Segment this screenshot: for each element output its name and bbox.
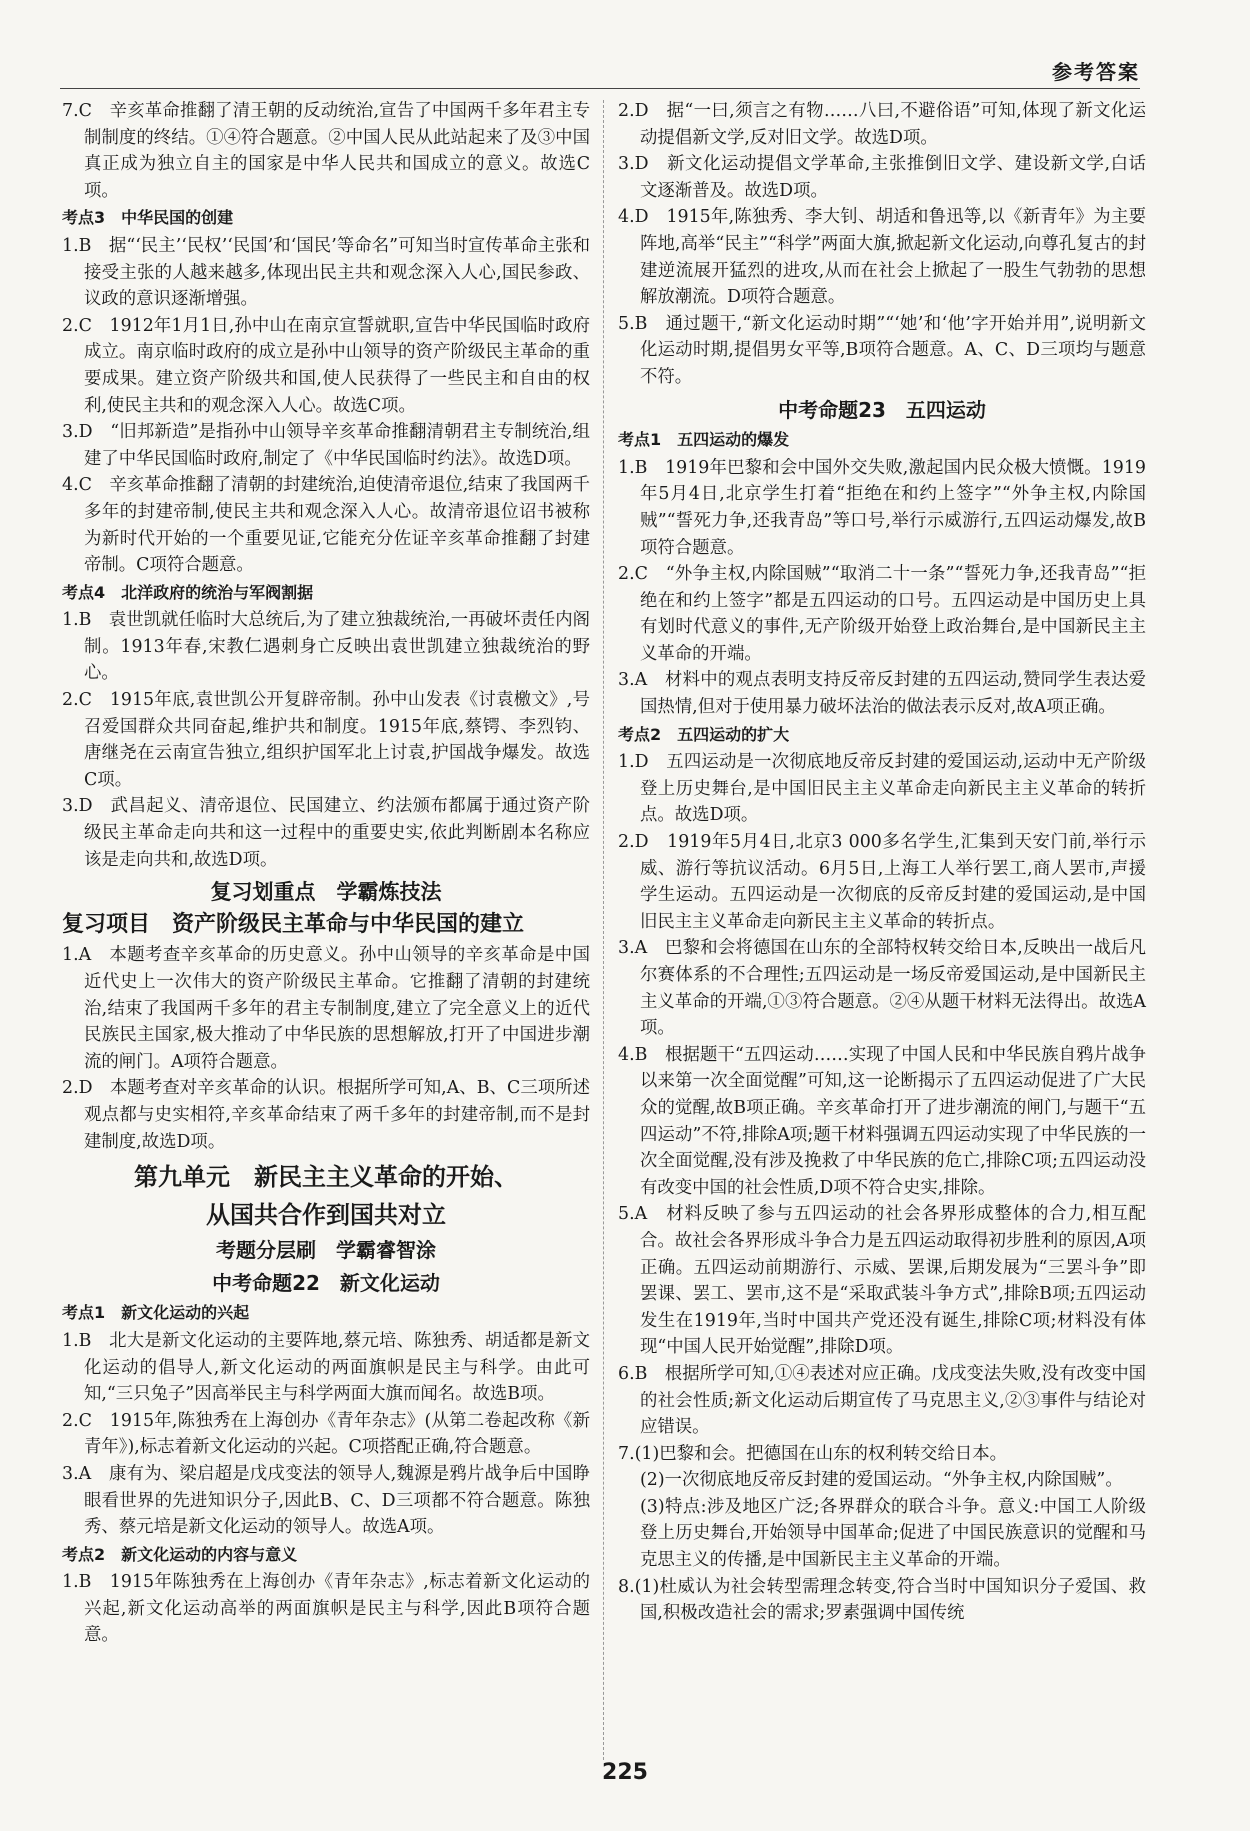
answer-item: 3.D 新文化运动提倡文学革命,主张推倒旧文学、建设新文学,白话文逐渐普及。故选D项。 xyxy=(618,154,1146,201)
section-heading: 考点2 新文化运动的内容与意义 xyxy=(62,1544,298,1564)
section-heading: 考点1 五四运动的爆发 xyxy=(618,430,790,450)
answer-item: 6.B 根据所学可知,①④表述对应正确。戊戌变法失败,没有改变中国的社会性质;新文化运动后期宣传了马克思主义,②③事件与结论对应错误。 xyxy=(618,1363,1146,1438)
unit-subtitle: 考题分层刷 学霸睿智涂 xyxy=(216,1238,436,1263)
answer-item: 4.D 1915年,陈独秀、李大钊、胡适和鲁迅等,以《新青年》为主要阵地,高举“民主”“科学”两面大旗,掀起新文化运动,向尊孔复古的封建逆流展开猛烈的进攻,从而在社会上掀起了一股生气勃勃的思想解放潮流。D项符合题意。 xyxy=(618,207,1146,308)
section-heading: 考点4 北洋政府的统治与军阀割据 xyxy=(62,582,314,602)
page-header-tag: 参考答案 xyxy=(1052,60,1140,84)
answer-item: 1.A 本题考查辛亥革命的历史意义。孙中山领导的辛亥革命是中国近代史上一次伟大的资产阶级民主革命。它推翻了清朝的封建统治,结束了我国两千多年的君主专制制度,建立了完全意义上的近代民族民主国家,极大推动了中华民族的思想解放,打开了中国进步潮流的闸门。A项符合题意。 xyxy=(62,945,590,1072)
answer-item: 2.C 1915年底,袁世凯公开复辟帝制。孙中山发表《讨袁檄文》,号召爱国群众共同奋起,维护共和制度。1915年底,蔡锷、李烈钧、唐继尧在云南宣告独立,组织护国军北上讨袁,护国战争爆发。故选C项。 xyxy=(62,690,590,790)
page-number: 225 xyxy=(602,1760,648,1785)
answer-item: 3.A 康有为、梁启超是戊戌变法的领导人,魏源是鸦片战争后中国睁眼看世界的先进知识分子,因此B、C、D三项都不符合题意。陈独秀、蔡元培是新文化运动的领导人。故选A项。 xyxy=(62,1463,590,1538)
review-project-heading: 复习项目 资产阶级民主革命与中华民国的建立 xyxy=(62,911,525,937)
answer-item: 8.(1)杜威认为社会转型需理念转变,符合当时中国知识分子爱国、救国,积极改造社会的需求;罗素强调中国传统 xyxy=(618,1576,1146,1624)
answer-subitem: (2)一次彻底地反帝反封建的爱国运动。“外争主权,内除国贼”。 xyxy=(640,1470,1123,1491)
answer-item: 2.C 1912年1月1日,孙中山在南京宣誓就职,宣告中华民国临时政府成立。南京临时政府的成立是孙中山领导的资产阶级民主革命的重要成果。建立资产阶级共和国,使人民获得了一些民主和自由的权利,使民主共和的观念深入人心。故选C项。 xyxy=(62,315,590,416)
right-column xyxy=(618,98,1146,1627)
answer-item: 1.B 1919年巴黎和会中国外交失败,激起国内民众极大愤慨。1919年5月4日,北京学生打着“拒绝在和约上签字”“外争主权,内除国贼”“誓死力争,还我青岛”等口号,举行示威游行,五四运动爆发,故B项符合题意。 xyxy=(618,457,1146,558)
section-heading: 考点1 新文化运动的兴起 xyxy=(62,1303,250,1323)
answer-item: 1.B 袁世凯就任临时大总统后,为了建立独裁统治,一再破坏责任内阁制。1913年春,宋教仁遇刺身亡反映出袁世凯建立独裁统治的野心。 xyxy=(62,610,590,684)
answer-item: 3.A 材料中的观点表明支持反帝反封建的五四运动,赞同学生表达爱国热情,但对于使用暴力破坏法治的做法表示反对,故A项正确。 xyxy=(618,670,1146,718)
column-divider xyxy=(603,100,604,1760)
answer-item: 2.D 1919年5月4日,北京3 000多名学生,汇集到天安门前,举行示威、游行等抗议活动。6月5日,上海工人举行罢工,商人罢市,声援学生运动。五四运动是一次彻底的反帝反封建的爱国运动,是中国旧民主主义革命走向新民主主义革命的转折点。 xyxy=(618,832,1146,932)
answer-item: 1.D 五四运动是一次彻底地反帝反封建的爱国运动,运动中无产阶级登上历史舞台,是中国旧民主主义革命走向新民主主义革命的转折点。故选D项。 xyxy=(618,752,1146,826)
answer-item: 2.D 据“一曰,须言之有物……八曰,不避俗语”可知,体现了新文化运动提倡新文学,反对旧文学。故选D项。 xyxy=(618,101,1146,148)
unit-title: 从国共合作到国共对立 xyxy=(206,1201,446,1230)
topic-heading: 中考命题23 五四运动 xyxy=(778,397,986,422)
answer-item: 1.B 据“‘民主’‘民权’‘民国’和‘国民’等命名”可知当时宣传革命主张和接受主张的人越来越多,体现出民主共和观念深入人心,国民参政、议政的意识逐渐增强。 xyxy=(62,235,590,310)
answer-item: 1.B 北大是新文化运动的主要阵地,蔡元培、陈独秀、胡适都是新文化运动的倡导人,新文化运动的两面旗帜是民主与科学。由此可知,“三只兔子”因高举民主与科学两面大旗而闻名。故选B项。 xyxy=(62,1330,590,1405)
header-rule xyxy=(60,88,1140,89)
answer-item: 2.C 1915年,陈独秀在上海创办《青年杂志》(从第二卷起改称《新青年》),标志着新文化运动的兴起。C项搭配正确,符合题意。 xyxy=(62,1410,590,1458)
answer-item: 2.D 本题考查对辛亥革命的认识。根据所学可知,A、B、C三项所述观点都与史实相符,辛亥革命结束了两千多年的封建帝制,而不是封建制度,故选D项。 xyxy=(62,1078,590,1152)
answer-item: 3.D “旧邦新造”是指孙中山领导辛亥革命推翻清朝君主专制统治,组建了中华民国临时政府,制定了《中华民国临时约法》。故选D项。 xyxy=(62,422,590,469)
answer-item: 7.C 辛亥革命推翻了清王朝的反动统治,宣告了中国两千多年君主专制制度的终结。①④符合题意。②中国人民从此站起来了及③中国真正成为独立自主的国家是中华人民共和国成立的意义。故选C项。 xyxy=(62,101,590,201)
answer-item: 3.A 巴黎和会将德国在山东的全部特权转交给日本,反映出一战后凡尔赛体系的不合理性;五四运动是一场反帝爱国运动,是中国新民主主义革命的开端,①③符合题意。②④从题干材料无法得出。故选A项。 xyxy=(618,938,1146,1039)
section-heading: 考点2 五四运动的扩大 xyxy=(618,724,790,744)
answer-item: 1.B 1915年陈独秀在上海创办《青年杂志》,标志着新文化运动的兴起,新文化运动高举的两面旗帜是民主与科学,因此B项符合题意。 xyxy=(62,1572,590,1646)
answer-subitem: (3)特点:涉及地区广泛;各界群众的联合斗争。意义:中国工人阶级登上历史舞台,开始领导中国革命;促进了中国民族意识的觉醒和马克思主义的传播,是中国新民主主义革命的开端。 xyxy=(640,1496,1146,1571)
review-heading: 复习划重点 学霸炼技法 xyxy=(210,880,442,905)
answer-item: 5.A 材料反映了参与五四运动的社会各界形成整体的合力,相互配合。故社会各界形成斗争合力是五四运动取得初步胜利的原因,A项正确。五四运动前期游行、示威、罢课,后期发展为“三罢斗争”即罢课、罢工、罢市,这不是“采取武装斗争方式”,排除B项;五四运动发生在1919年,当时中国共产党还没有诞生,排除C项;材料没有体现“中国人民开始觉醒”,排除D项。 xyxy=(618,1204,1146,1358)
topic-heading: 中考命题22 新文化运动 xyxy=(212,1270,440,1295)
answer-item: 7.(1)巴黎和会。把德国在山东的权利转交给日本。 xyxy=(618,1443,1008,1464)
section-heading: 考点3 中华民国的创建 xyxy=(62,208,234,228)
answer-item: 2.C “外争主权,内除国贼”“取消二十一条”“誓死力争,还我青岛”“拒绝在和约上签字”都是五四运动的口号。五四运动是中国历史上具有划时代意义的事件,无产阶级开始登上政治舞台,是中国新民主主义革命的开端。 xyxy=(618,564,1146,664)
answer-item: 3.D 武昌起义、清帝退位、民国建立、约法颁布都属于通过资产阶级民主革命走向共和这一过程中的重要史实,依此判断剧本名称应该是走向共和,故选D项。 xyxy=(62,796,590,870)
unit-title: 第九单元 新民主主义革命的开始、 xyxy=(134,1163,518,1192)
answer-item: 4.C 辛亥革命推翻了清朝的封建统治,迫使清帝退位,结束了我国两千多年的封建帝制,使民主共和观念深入人心。故清帝退位诏书被称为新时代开始的一个重要见证,它能充分佐证辛亥革命推翻了封建帝制。C项符合题意。 xyxy=(62,475,590,576)
answer-item: 4.B 根据题干“五四运动……实现了中国人民和中华民族自鸦片战争以来第一次全面觉醒”可知,这一论断揭示了五四运动促进了广大民众的觉醒,故B项正确。辛亥革命打开了进步潮流的闸门,与题干“五四运动”不符,排除A项;题干材料强调五四运动实现了中华民族的一次全面觉醒,没有涉及挽救了中华民族的危亡,排除C项;五四运动没有改变中国的社会性质,D项不符合史实,排除。 xyxy=(618,1044,1146,1198)
left-column xyxy=(62,98,590,1649)
answer-item: 5.B 通过题干,“新文化运动时期”“‘她’和‘他’字开始并用”,说明新文化运动时期,提倡男女平等,B项符合题意。A、C、D三项均与题意不符。 xyxy=(618,313,1146,387)
